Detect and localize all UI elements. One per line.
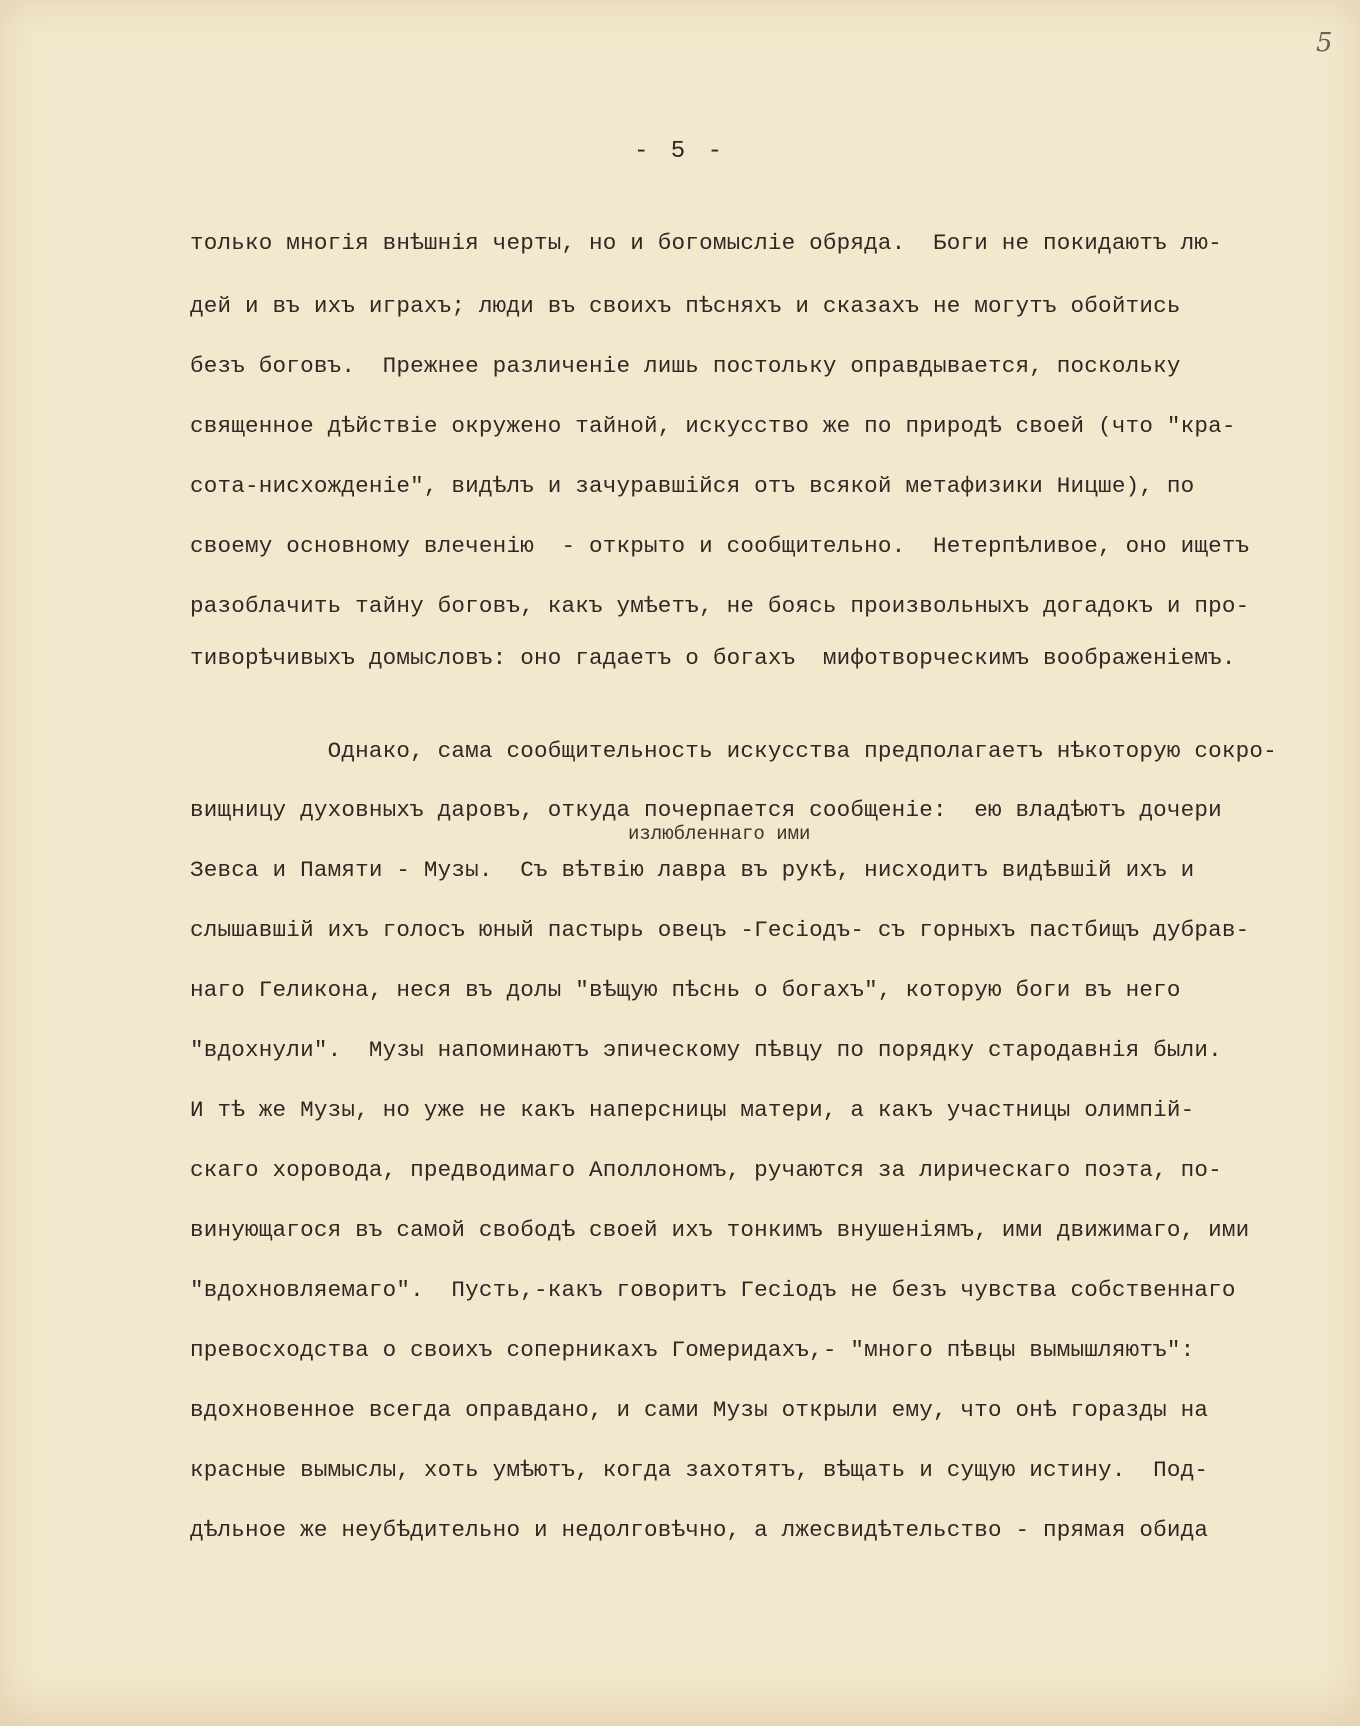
text-line: дѣльное же неубѣдительно и недолговѣчно, а лжесвидѣтельство - прямая обида: [190, 1517, 1209, 1543]
interlinear-insertion: излюбленнаго ими: [628, 823, 811, 845]
text-line: превосходства о своихъ соперникахъ Гомеридахъ,- "много пѣвцы вымышляютъ":: [190, 1337, 1195, 1363]
text-line: дей и въ ихъ играхъ; люди въ своихъ пѣсняхъ и сказахъ не могутъ обойтись: [190, 293, 1181, 319]
text-line: И тѣ же Музы, но уже не какъ наперсницы матери, а какъ участницы олимпій-: [190, 1097, 1195, 1123]
text-line: только многія внѣшнія черты, но и богомысліе обряда. Боги не покидаютъ лю-: [190, 230, 1222, 256]
paper-bottom-discoloration: [0, 1666, 1360, 1726]
text-line: вдохновенное всегда оправдано, и сами Музы открыли ему, что онѣ горазды на: [190, 1397, 1209, 1423]
text-line: "вдохновляемаго". Пусть,-какъ говоритъ Гесіодъ не безъ чувства собственнаго: [190, 1277, 1236, 1303]
page-number: - 5 -: [633, 138, 726, 165]
text-line: Зевса и Памяти - Музы. Съ вѣтвію лавра въ рукѣ, нисходитъ видѣвшій ихъ и: [190, 857, 1195, 883]
handwritten-page-mark: 5: [1316, 28, 1333, 58]
text-line: сота-нисхожденіе", видѣлъ и зачуравшійся отъ всякой метафизики Ницше), по: [190, 473, 1195, 499]
text-line: безъ боговъ. Прежнее различеніе лишь постольку оправдывается, поскольку: [190, 353, 1181, 379]
text-line: тиворѣчивыхъ домысловъ: оно гадаетъ о богахъ мифотворческимъ воображеніемъ.: [190, 645, 1236, 671]
text-line: Однако, сама сообщительность искусства предполагаетъ нѣкоторую сокро-: [190, 738, 1277, 764]
text-line: скаго хоровода, предводимаго Аполлономъ, ручаются за лирическаго поэта, по-: [190, 1157, 1222, 1183]
text-line: своему основному влеченію - открыто и сообщительно. Нетерпѣливое, оно ищетъ: [190, 533, 1250, 559]
text-line: разоблачить тайну боговъ, какъ умѣетъ, не боясь произвольныхъ догадокъ и про-: [190, 593, 1250, 619]
text-line: красные вымыслы, хоть умѣютъ, когда захотятъ, вѣщать и сущую истину. Под-: [190, 1457, 1209, 1483]
text-line: священное дѣйствіе окружено тайной, искусство же по природѣ своей (что "кра-: [190, 413, 1236, 439]
text-line: "вдохнули". Музы напоминаютъ эпическому пѣвцу по порядку стародавнія были.: [190, 1037, 1222, 1063]
text-line: винующагося въ самой свободѣ своей ихъ тонкимъ внушеніямъ, ими движимаго, ими: [190, 1217, 1250, 1243]
text-line: слышавшій ихъ голосъ юный пастырь овецъ -Гесіодъ- съ горныхъ пастбищъ дубрав-: [190, 917, 1250, 943]
text-line: наго Геликона, неся въ долы "вѣщую пѣснь о богахъ", которую боги въ него: [190, 977, 1181, 1003]
text-line: вищницу духовныхъ даровъ, откуда почерпается сообщеніе: ею владѣютъ дочери: [190, 797, 1222, 823]
